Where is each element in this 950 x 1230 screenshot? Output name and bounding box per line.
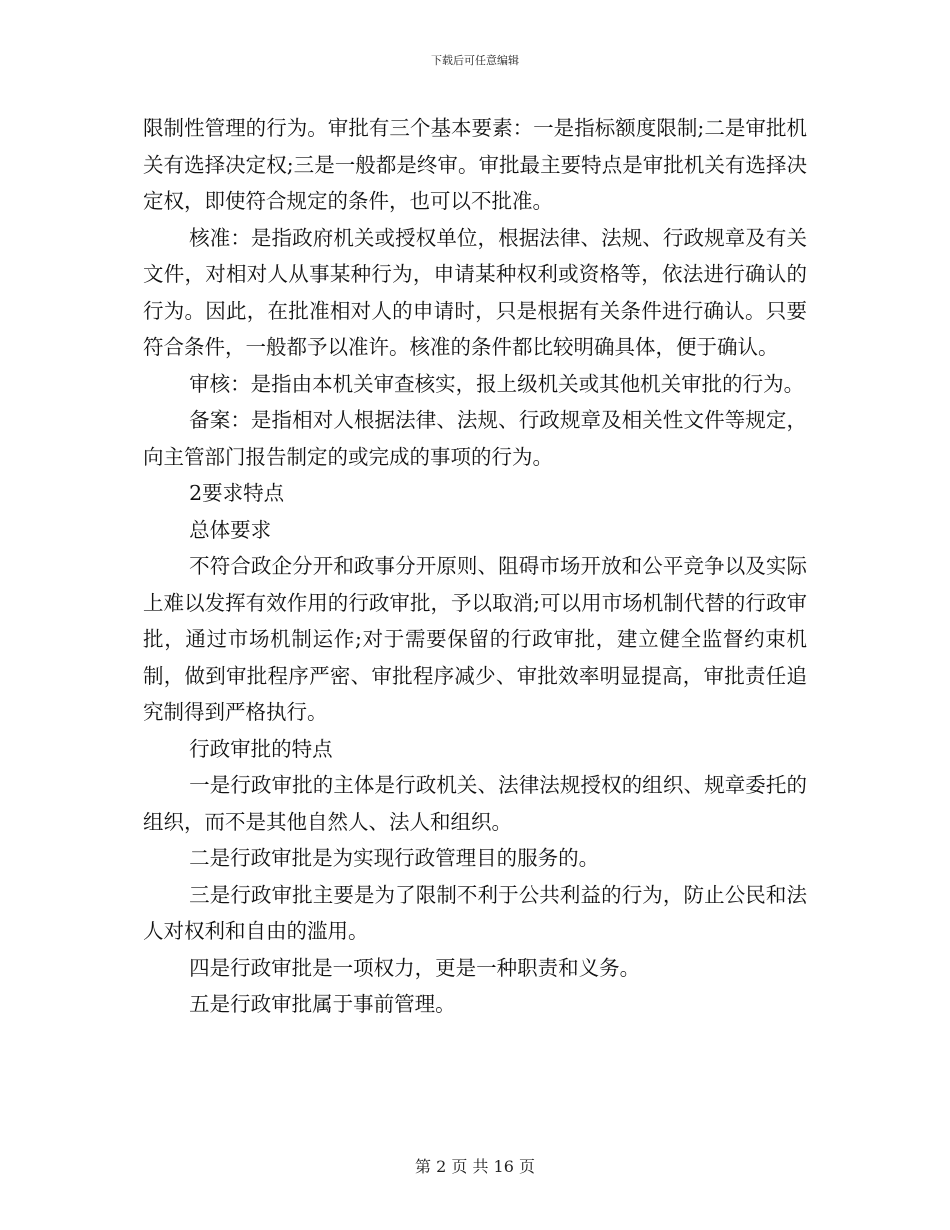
document-body [143,110,807,1023]
subsection-heading: 行政审批的特点 [189,736,333,761]
paragraph: 限制性管理的行为。审批有三个基本要素：一是指标额度限制;二是审批机关有选择决定权;三是一般都是终审。审批最主要特点是审批机关有选择决定权，即使符合规定的条件，也可以不批准。 [143,116,807,213]
paragraph: 不符合政企分开和政事分开原则、阻碍市场开放和公平竞争以及实际上难以发挥有效作用的行政审批，予以取消;可以用市场机制代替的行政审批，通过市场机制运作;对于需要保留的行政审批，建立健全监督约束机制，做到审批程序严密、审批程序减少、审批效率明显提高，审批责任追究制得到严格执行。 [143,554,807,724]
page-footer: 第 2 页 共 16 页 [415,1157,535,1176]
subsection-heading: 总体要求 [189,517,272,542]
paragraph: 二是行政审批是为实现行政管理目的服务的。 [189,846,600,870]
paragraph: 审核：是指由本机关审查核实，报上级机关或其他机关审批的行为。 [189,371,805,396]
page-header: 下载后可任意编辑 [431,54,519,67]
paragraph: 三是行政审批主要是为了限制不利于公共利益的行为，防止公民和法人对权利和自由的滥用。 [143,882,807,943]
paragraph: 核准：是指政府机关或授权单位，根据法律、法规、行政规章及有关文件，对相对人从事某种行为，申请某种权利或资格等，依法进行确认的行为。因此，在批准相对人的申请时，只是根据有关条件进行确认。只要符合条件，一般都予以准许。核准的条件都比较明确具体，便于确认。 [143,225,807,359]
paragraph: 四是行政审批是一项权力，更是一种职责和义务。 [189,955,641,980]
section-heading: 2要求特点 [189,481,285,505]
paragraph: 五是行政审批属于事前管理。 [189,992,456,1016]
paragraph: 备案：是指相对人根据法律、法规、行政规章及相关性文件等规定，向主管部门报告制定的或完成的事项的行为。 [143,408,807,469]
paragraph: 一是行政审批的主体是行政机关、法律法规授权的组织、规章委托的组织，而不是其他自然人、法人和组织。 [143,773,807,834]
